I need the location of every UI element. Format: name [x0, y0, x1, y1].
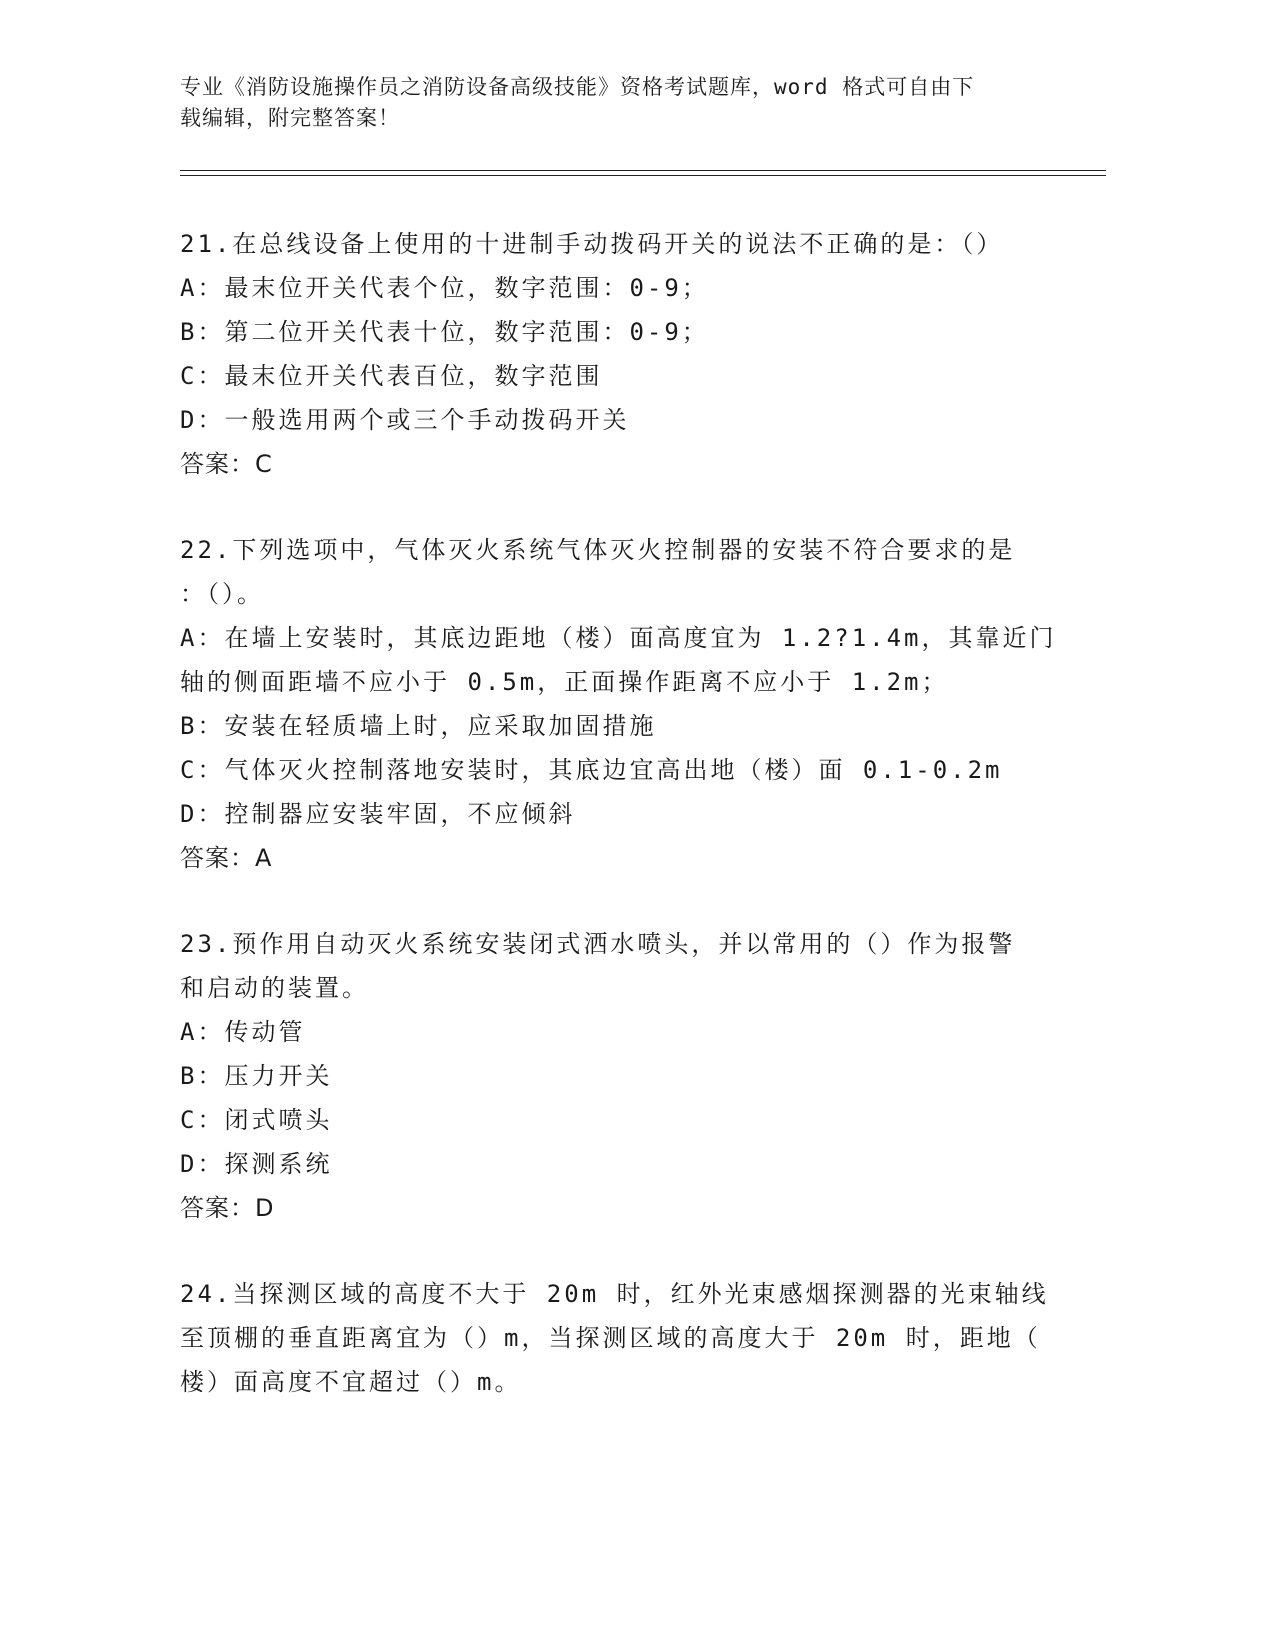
- document-header: [180, 72, 1060, 134]
- option-a: A：传动管: [180, 1018, 306, 1046]
- question-stem: 和启动的装置。: [180, 974, 369, 1002]
- option-b: B：压力开关: [180, 1062, 333, 1090]
- option-c: C：闭式喷头: [180, 1106, 333, 1134]
- question-stem: 24.当探测区域的高度不大于 20m 时，红外光束感烟探测器的光束轴线: [180, 1280, 1049, 1308]
- option-d: D：控制器应安装牢固，不应倾斜: [180, 800, 576, 828]
- question-21: [180, 222, 1080, 486]
- question-stem: 23.预作用自动灭火系统安装闭式洒水喷头，并以常用的（）作为报警: [180, 930, 1016, 958]
- option-b: B：安装在轻质墙上时，应采取加固措施: [180, 712, 657, 740]
- header-divider: [180, 170, 1106, 171]
- question-stem: 22.下列选项中，气体灭火系统气体灭火控制器的安装不符合要求的是: [180, 536, 1016, 564]
- header-line: 载编辑，附完整答案！: [180, 106, 400, 130]
- option-c: C：气体灭火控制落地安装时，其底边宜高出地（楼）面 0.1-0.2m: [180, 756, 1003, 784]
- header-divider: [180, 175, 1106, 176]
- question-stem: 楼）面高度不宜超过（）m。: [180, 1368, 522, 1396]
- question-stem: ：（）。: [180, 580, 264, 608]
- question-24: [180, 1272, 1080, 1404]
- option-a-continued: 轴的侧面距墙不应小于 0.5m，正面操作距离不应小于 1.2m；: [180, 668, 949, 696]
- question-22: [180, 528, 1080, 880]
- option-b: B：第二位开关代表十位，数字范围：0-9；: [180, 318, 709, 346]
- option-d: D：一般选用两个或三个手动拨码开关: [180, 406, 630, 434]
- option-c: C：最末位开关代表百位，数字范围: [180, 362, 603, 390]
- option-a: A：在墙上安装时，其底边距地（楼）面高度宜为 1.2?1.4m，其靠近门: [180, 624, 1057, 652]
- answer-label: 答案：D: [180, 1194, 275, 1222]
- header-line: 专业《消防设施操作员之消防设备高级技能》资格考试题库，word 格式可自由下: [180, 75, 975, 99]
- option-a: A：最末位开关代表个位，数字范围：0-9；: [180, 274, 709, 302]
- question-stem: 至顶棚的垂直距离宜为（）m，当探测区域的高度大于 20m 时，距地（: [180, 1324, 1041, 1352]
- question-list: [180, 222, 1080, 1446]
- option-d: D：探测系统: [180, 1150, 333, 1178]
- answer-label: 答案：A: [180, 844, 273, 872]
- question-23: [180, 922, 1080, 1230]
- answer-label: 答案：C: [180, 450, 273, 478]
- question-stem: 21.在总线设备上使用的十进制手动拨码开关的说法不正确的是：（）: [180, 230, 1004, 258]
